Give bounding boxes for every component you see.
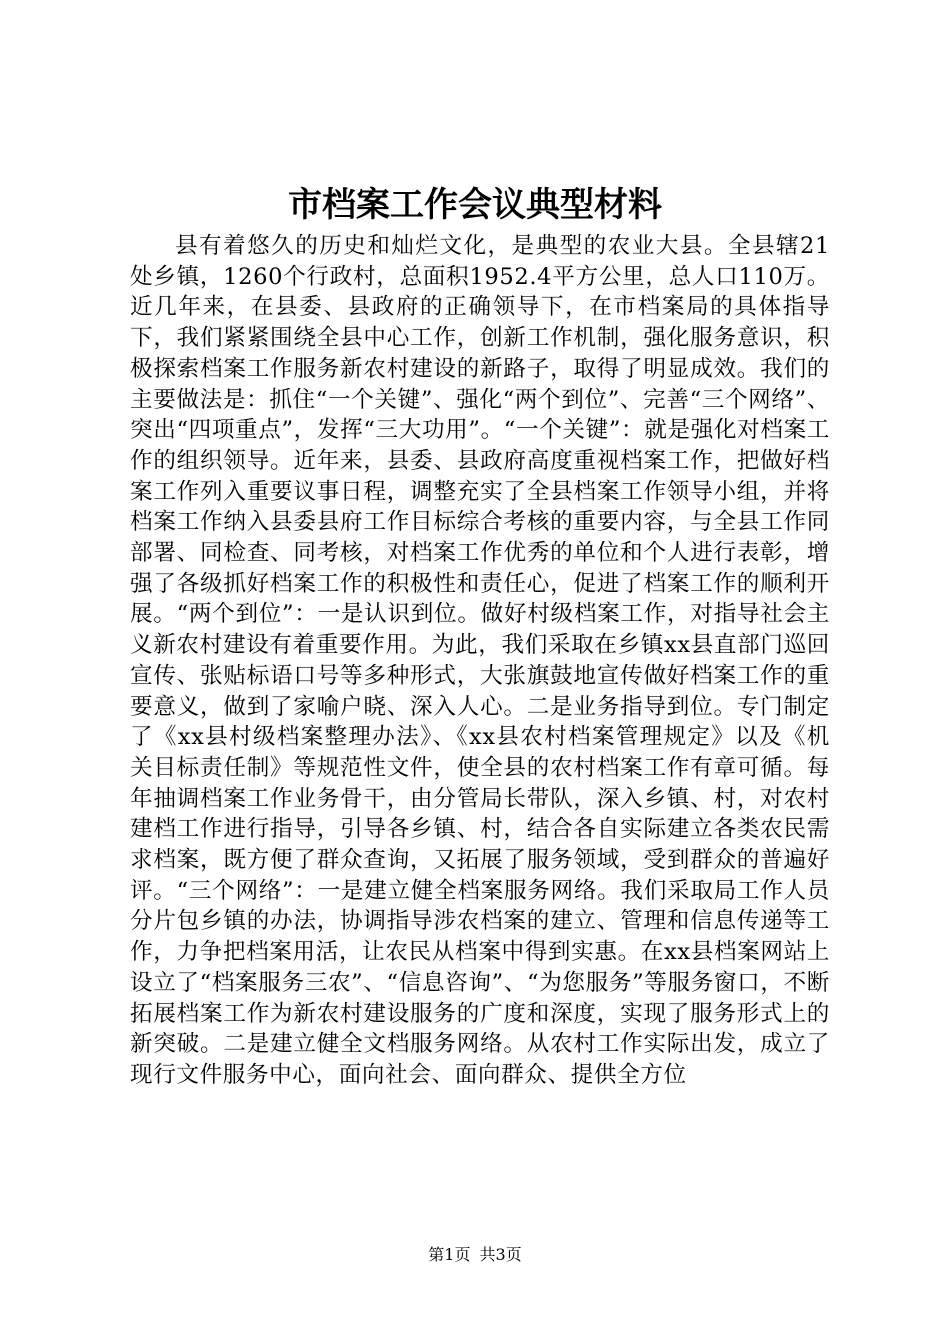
page-number: 第1页 — [428, 1245, 471, 1264]
page-footer — [0, 1244, 950, 1266]
document-title: 市档案工作会议典型材料 — [288, 185, 662, 225]
document-body-paragraph: 县有着悠久的历史和灿烂文化，是典型的农业大县。全县辖21处乡镇，1260个行政村，总面积1952.4平方公里，总人口110万。近几年来，在县委、县政府的正确领导下，在市档案局的具体指导下，我们紧紧围绕全县中心工作，创新工作机制，强化服务意识，积极探索档案工作服务新农村建设的新路子，取得了明显成效。我们的主要做法是：抓住“一个关键”、强化“两个到位”、完善“三个网络”、突出“四项重点”，发挥“三大功用”。“一个关键”：就是强化对档案工作的组织领导。近年来，县委、县政府高度重视档案工作，把做好档案工作列入重要议事日程，调整充实了全县档案工作领导小组，并将档案工作纳入县委县府工作目标综合考核的重要内容，与全县工作同部署、同检查、同考核，对档案工作优秀的单位和个人进行表彰，增强了各级抓好档案工作的积极性和责任心，促进了档案工作的顺利开展。“两个到位”：一是认识到位。做好村级档案工作，对指导社会主义新农村建设有着重要作用。为此，我们采取在乡镇xx县直部门巡回宣传、张贴标语口号等多种形式，大张旗鼓地宣传做好档案工作的重要意义，做到了家喻户晓、深入人心。二是业务指导到位。专门制定了《xx县村级档案整理办法》、《xx县农村档案管理规定》以及《机关目标责任制》等规范性文件，使全县的农村档案工作有章可循。每年抽调档案工作业务骨干，由分管局长带队，深入乡镇、村，对农村建档工作进行指导，引导各乡镇、村，结合各自实际建立各类农民需求档案，既方便了群众查询，又拓展了服务领域，受到群众的普遍好评。“三个网络”：一是建立健全档案服务网络。我们采取局工作人员分片包乡镇的办法，协调指导涉农档案的建立、管理和信息传递等工作，力争把档案用活，让农民从档案中得到实惠。在xx县档案网站上设立了“档案服务三农”、“信息咨询”、“为您服务”等服务窗口，不断拓展档案工作为新农村建设服务的广度和深度，实现了服务形式上的新突破。二是建立健全文档服务网络。从农村工作实际出发，成立了现行文件服务中心，面向社会、面向群众、提供全方位 — [130, 233, 830, 1088]
page-total: 共3页 — [479, 1245, 522, 1264]
